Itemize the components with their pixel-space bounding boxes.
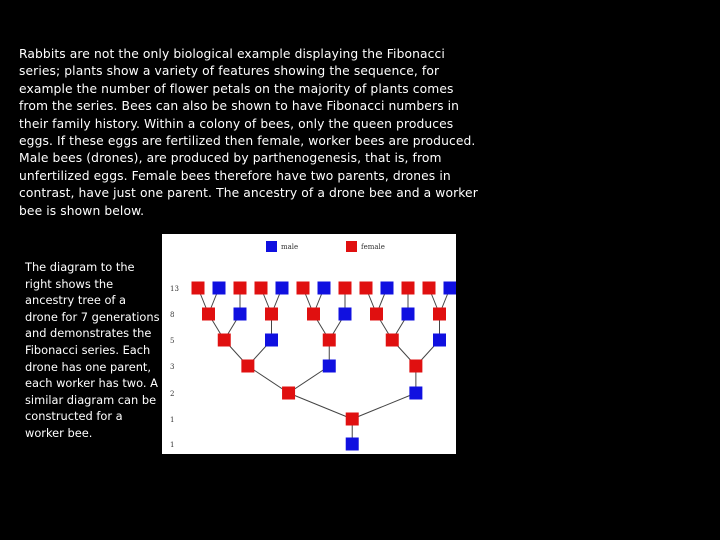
legend-male-swatch: [266, 241, 277, 252]
female-bee-node: [346, 413, 359, 426]
male-bee-node: [265, 334, 278, 347]
female-bee-node: [423, 282, 436, 295]
male-bee-node: [213, 282, 226, 295]
male-bee-node: [346, 438, 359, 451]
male-bee-node: [409, 387, 422, 400]
female-bee-node: [386, 334, 399, 347]
generation-count-label: 3: [170, 363, 175, 371]
male-bee-node: [381, 282, 394, 295]
female-bee-node: [409, 360, 422, 373]
generation-count-label: 8: [170, 311, 175, 319]
tree-edge: [352, 393, 416, 419]
male-bee-node: [444, 282, 457, 295]
diagram-caption: The diagram to the right shows the ancestry tree of a drone for 7 generations and demonstrates the Fibonacci series. Each drone has one parent, each worker has two. A similar diagram can be constructed for a worker bee.: [25, 260, 160, 440]
female-bee-node: [323, 334, 336, 347]
tree-edge: [289, 393, 353, 419]
legend-female-label: female: [361, 243, 385, 251]
female-bee-node: [202, 308, 215, 321]
female-bee-node: [307, 308, 320, 321]
female-bee-node: [297, 282, 310, 295]
female-bee-node: [433, 308, 446, 321]
female-bee-node: [234, 282, 247, 295]
ancestry-tree-svg: [162, 234, 456, 454]
female-bee-node: [192, 282, 205, 295]
legend-female-swatch: [346, 241, 357, 252]
female-bee-node: [360, 282, 373, 295]
male-bee-node: [339, 308, 352, 321]
male-bee-node: [276, 282, 289, 295]
drone-ancestry-diagram: [162, 234, 456, 454]
female-bee-node: [282, 387, 295, 400]
legend-male-label: male: [281, 243, 299, 251]
generation-count-label: 1: [170, 441, 175, 449]
male-bee-node: [402, 308, 415, 321]
male-bee-node: [318, 282, 331, 295]
female-bee-node: [370, 308, 383, 321]
intro-paragraph: Rabbits are not the only biological example displaying the Fibonacci series; plants show a variety of features showing the sequence, for example the number of flower petals on the majority of plants comes from the series. Bees can also be shown to have Fibonacci numbers in their family history. Within a colony of bees, only the queen produces eggs. If these eggs are fertilized then female, worker bees are produced. Male bees (drones), are produced by parthenogenesis, that is, from unfertilized eggs. Female bees therefore have two parents, drones in contrast, have just one parent. The ancestry of a drone bee and a worker bee is shown below.: [19, 47, 478, 218]
female-bee-node: [402, 282, 415, 295]
generation-count-label: 1: [170, 416, 175, 424]
male-bee-node: [234, 308, 247, 321]
female-bee-node: [265, 308, 278, 321]
male-bee-node: [323, 360, 336, 373]
female-bee-node: [241, 360, 254, 373]
generation-count-label: 5: [170, 337, 175, 345]
female-bee-node: [218, 334, 231, 347]
generation-count-label: 13: [170, 285, 179, 293]
female-bee-node: [339, 282, 352, 295]
male-bee-node: [433, 334, 446, 347]
generation-count-label: 2: [170, 390, 175, 398]
female-bee-node: [255, 282, 268, 295]
